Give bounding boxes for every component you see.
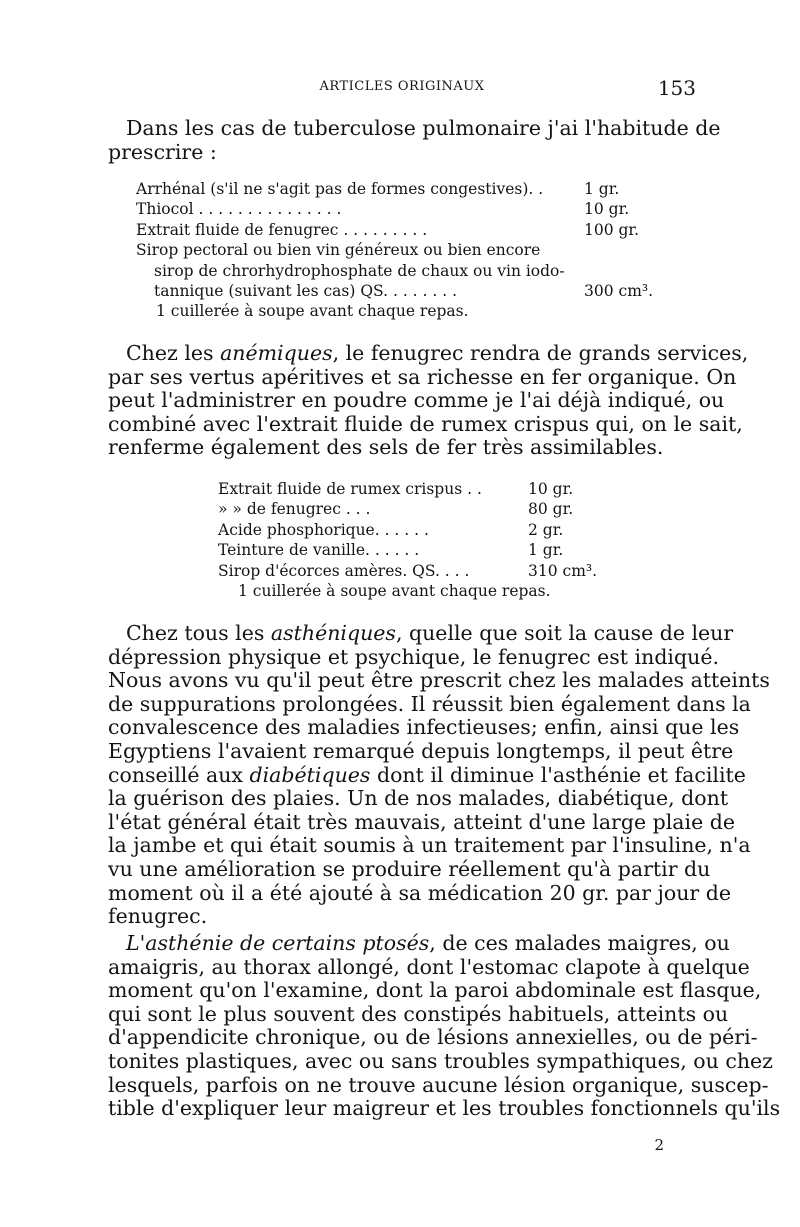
text-run: tible d'expliquer leur maigreur et les troubles fonctionnels qu'ils	[108, 1096, 781, 1121]
paragraph-anemiques	[108, 341, 749, 460]
intro-paragraph	[108, 116, 721, 164]
text-line	[108, 856, 711, 882]
ingredient-quantity: 310 cm³.	[528, 561, 598, 580]
text-line	[108, 738, 734, 764]
text-run: fenugrec.	[108, 904, 208, 929]
text-run: convalescence des maladies infectieuses; enfin, ainsi que les	[108, 715, 740, 740]
ingredient-label: sirop de chrorhydrophosphate de chaux ou vin iodo-	[154, 261, 565, 280]
prescription-row	[136, 240, 656, 260]
text-line	[108, 411, 743, 437]
text-run: Chez tous les	[126, 621, 271, 645]
prescription-row	[136, 220, 656, 240]
text-line	[108, 1025, 758, 1050]
text-run: dépression physique et psychique, le fenugrec est indiqué.	[108, 644, 719, 669]
ingredient-quantity: 10 gr.	[584, 200, 630, 219]
prescription-row	[218, 499, 598, 519]
prescription-2	[218, 479, 598, 601]
ingredient-quantity: 100 gr.	[584, 220, 640, 239]
text-run: par ses vertus apéritives et sa richesse en fer organique. On	[108, 364, 737, 389]
ingredient-quantity: 1 gr.	[584, 180, 620, 198]
text-run: la guérison des plaies. Un de nos malades, diabétique, dont	[108, 786, 729, 811]
text-line: prescrire :	[108, 139, 217, 164]
text-line	[108, 691, 751, 717]
page-number: 153	[657, 76, 696, 100]
text-line	[108, 341, 749, 366]
ingredient-quantity: 1 gr.	[528, 541, 564, 560]
text-line	[108, 978, 762, 1003]
prescription-row	[218, 479, 598, 499]
text-run: lesquels, parfois on ne trouve aucune lésion organique, suscep-	[108, 1072, 769, 1097]
ingredient-quantity: 80 gr.	[528, 500, 574, 519]
prescription-row	[218, 561, 598, 581]
text-line	[108, 880, 732, 906]
text-line	[108, 809, 735, 835]
text-run: peut l'administrer en poudre comme je l'ai déjà indiqué, ou	[108, 388, 725, 413]
text-run: l'état général était très mauvais, atteint d'une large plaie de	[108, 809, 735, 834]
italic-term: asthéniques	[270, 621, 396, 645]
italic-term: anémiques	[220, 341, 333, 365]
prescription-row	[218, 540, 598, 560]
text-run: moment où il a été ajouté à sa médication 20 gr. par jour de	[108, 880, 732, 905]
text-run: d'appendicite chronique, ou de lésions annexielles, ou de péri-	[108, 1025, 758, 1050]
italic-term: L'asthénie de certains ptosés	[126, 931, 430, 955]
italic-term: diabétiques	[249, 762, 371, 787]
text-run: conseillé aux	[108, 762, 250, 787]
prescription-row	[136, 261, 656, 281]
prescription-1	[136, 179, 656, 322]
text-line	[108, 1072, 769, 1098]
ingredient-label: Extrait fluide de fenugrec . . . . . . . . .	[136, 220, 428, 239]
text-run: tonites plastiques, avec ou sans troubles sympathiques, ou chez	[108, 1048, 773, 1073]
prescription-row	[218, 520, 598, 540]
ingredient-label: Thiocol . . . . . . . . . . . . . . .	[136, 200, 342, 219]
ingredient-label: » » de fenugrec . . .	[218, 500, 371, 519]
ingredient-label: tannique (suivant les cas) QS. . . . . . . .	[154, 281, 458, 300]
text-line	[108, 621, 734, 646]
text-line	[108, 1096, 781, 1121]
ingredient-label: Extrait fluide de rumex crispus . .	[218, 480, 482, 498]
running-title: ARTICLES ORIGINAUX	[319, 79, 485, 94]
dosage-direction: 1 cuillerée à soupe avant chaque repas.	[238, 581, 551, 600]
prescription-row	[136, 199, 656, 219]
text-line	[108, 833, 751, 858]
text-line	[108, 436, 696, 460]
ingredient-label: Teinture de vanille. . . . . .	[218, 541, 420, 560]
text-run: Egyptiens l'avaient remarqué depuis longtemps, il peut être	[108, 738, 734, 763]
ingredient-quantity: 10 gr.	[528, 480, 574, 498]
text-run: amaigris, au thorax allongé, dont l'estomac clapote à quelque	[108, 954, 750, 979]
text-run: Chez les	[126, 341, 221, 365]
running-head	[108, 76, 696, 98]
ingredient-quantity: 2 gr.	[528, 520, 564, 539]
text-line	[108, 715, 740, 740]
dosage-direction: 1 cuillerée à soupe avant chaque repas.	[156, 302, 469, 321]
paragraph-ptoses	[108, 931, 781, 1121]
text-line	[108, 1048, 773, 1074]
ingredient-label: Arrhénal (s'il ne s'agit pas de formes congestives). .	[136, 180, 544, 198]
text-line	[108, 644, 719, 670]
text-run: de suppurations prolongées. Il réussit bien également dans la	[108, 691, 751, 716]
text-line	[108, 954, 750, 980]
ingredient-quantity: 300 cm³.	[584, 281, 654, 300]
text-run: la jambe et qui était soumis à un traitement par l'insuline, n'a	[108, 833, 751, 858]
ingredient-label: Acide phosphorique. . . . . .	[218, 520, 429, 539]
text-line	[108, 364, 737, 390]
prescription-row	[136, 179, 656, 199]
text-run: combiné avec l'extrait fluide de rumex crispus qui, on le sait,	[108, 411, 743, 436]
text-line	[108, 786, 729, 811]
text-run: Nous avons vu qu'il peut être prescrit chez les malades atteints	[108, 668, 770, 693]
prescription-row	[136, 281, 656, 301]
text-run: vu une amélioration se produire réellement qu'à partir du	[108, 856, 711, 881]
text-line	[108, 668, 770, 693]
ingredient-label: Sirop d'écorces amères. QS. . . .	[218, 561, 470, 580]
text-run: , de ces malades maigres, ou	[429, 931, 730, 955]
text-line	[108, 931, 730, 956]
text-run: moment qu'on l'examine, dont la paroi abdominale est flasque,	[108, 978, 762, 1003]
text-line: Dans les cas de tuberculose pulmonaire j'ai l'habitude de	[126, 116, 721, 140]
text-run: renferme également des sels de fer très assimilables.	[108, 435, 664, 460]
text-line	[108, 388, 725, 413]
text-line	[108, 1001, 729, 1027]
text-run: , le fenugrec rendra de grands services,	[332, 341, 749, 365]
text-line	[108, 762, 746, 788]
text-line	[108, 905, 696, 929]
text-run: qui sont le plus souvent des constipés habituels, atteints ou	[108, 1001, 729, 1026]
signature-mark: 2	[654, 1136, 664, 1154]
ingredient-label: Sirop pectoral ou bien vin généreux ou bien encore	[136, 241, 541, 260]
paragraph-astheniques	[108, 621, 770, 929]
text-run: dont il diminue l'asthénie et facilite	[370, 762, 746, 787]
text-run: , quelle que soit la cause de leur	[395, 621, 734, 645]
